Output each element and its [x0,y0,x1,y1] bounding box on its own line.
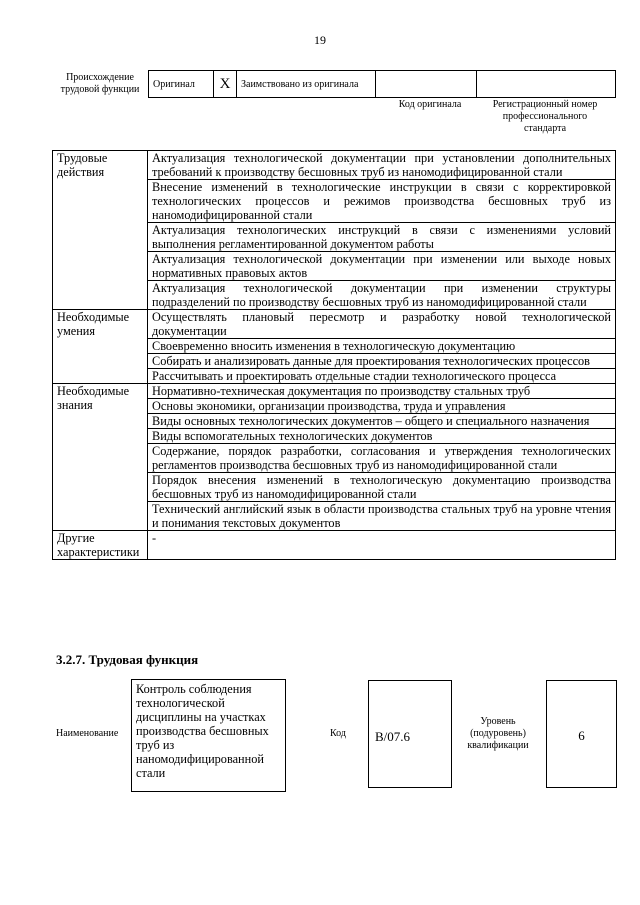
table-cell: Внесение изменений в технологические инструкции в связи с корректировкой технологических процессов и режимов производства бесшовных труб из наномодифицированной стали [148,180,616,223]
table-cell: Нормативно-техническая документация по производству стальных труб [148,384,616,399]
table-cell: Собирать и анализировать данные для проектирования технологических процессов [148,354,616,369]
section-header: Другие характеристики [53,531,148,560]
table-row [53,310,616,339]
table-cell: Актуализация технологической документации при установлении дополнительных требований к производству бесшовных труб из наномодифицированной стали [148,151,616,180]
function-level: 6 [578,728,585,743]
table-cell: Своевременно вносить изменения в технологическую документацию [148,339,616,354]
function-code: B/07.6 [375,729,411,744]
table-cell: Виды вспомогательных технологических документов [148,429,616,444]
original-mark: X [214,71,237,98]
code-label: Код [330,728,346,739]
table-cell: Содержание, порядок разработки, согласования и утверждения технологических регламентов производства бесшовных труб из наномодифицированной стали [148,444,616,473]
table-row [53,151,616,180]
table-cell: Основы экономики, организации производства, труда и управления [148,399,616,414]
page-number: 19 [314,33,326,47]
origin-label: Происхождение трудовой функции [60,72,140,95]
function-name: Контроль соблюдения технологической дисциплины на участках производства бесшовных труб из наномодифицированной стали [131,679,286,792]
table-row [53,384,616,399]
section-title: 3.2.7. Трудовая функция [56,652,199,667]
table-cell: Актуализация технологической документации при изменении структуры подразделений по производству бесшовных труб из наномодифицированной стали [148,281,616,310]
table-cell: Актуализация технологической документации при изменении или выходе новых нормативных правовых актов [148,252,616,281]
table-cell: Осуществлять плановый пересмотр и разработку новой технологической документации [148,310,616,339]
section-header: Необходимые знания [53,384,148,531]
original-label: Оригинал [149,71,214,98]
table-row [53,531,616,560]
function-code-box [368,680,452,788]
section-header: Необходимые умения [53,310,148,384]
table-cell: Виды основных технологических документов – общего и специального назначения [148,414,616,429]
table-cell: Технический английский язык в области производства стальных труб на уровне чтения и понимания текстовых документов [148,502,616,531]
name-label: Наименование [56,728,119,739]
function-level-box [546,680,617,788]
origin-table [148,70,616,98]
code-caption: Код оригинала [398,99,462,110]
table-cell: Актуализация технологических инструкций в связи с изменениями условий выполнения регламентированной документом работы [148,223,616,252]
reg-number-cell [477,71,616,98]
table-cell: Порядок внесения изменений в технологическую документацию производства бесшовных труб из наномодифицированной стали [148,473,616,502]
borrowed-label: Заимствовано из оригинала [237,71,376,98]
function-details-table [52,150,616,560]
table-cell: Рассчитывать и проектировать отдельные стадии технологического процесса [148,369,616,384]
level-label: Уровень (подуровень) квалификации [467,716,529,751]
reg-caption: Регистрационный номер профессионального стандарта [492,99,598,134]
section-header: Трудовые действия [53,151,148,310]
table-cell: - [148,531,616,560]
original-code-cell [376,71,477,98]
